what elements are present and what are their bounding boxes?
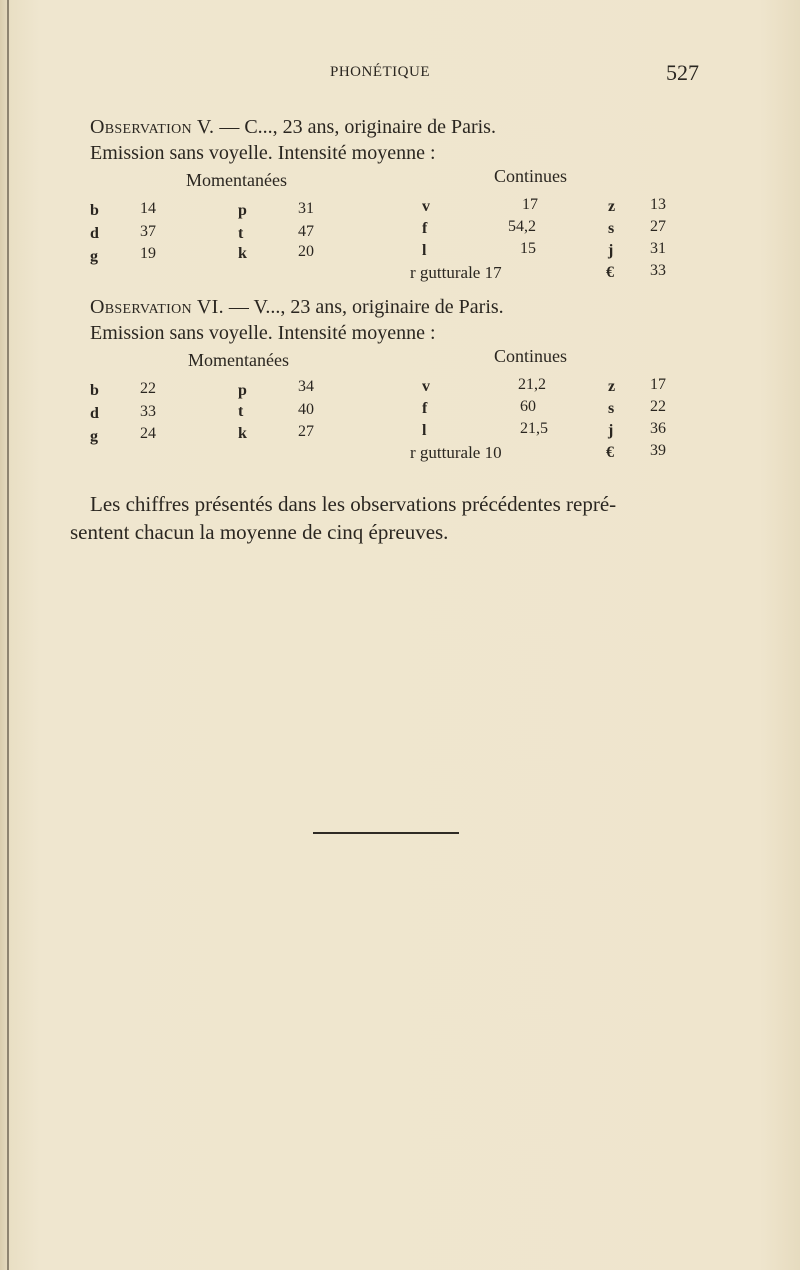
observation-6-label: Observation VI. (90, 296, 224, 318)
table-cell: p (238, 382, 247, 399)
table-cell: 22 (140, 380, 156, 397)
table-cell: 36 (650, 420, 666, 437)
observation-5-heading (90, 116, 496, 139)
observation-5-subject: — C..., 23 ans, originaire de Paris. (214, 116, 496, 138)
table-cell: r gutturale 10 (410, 443, 502, 462)
observation-6-continues-title: Continues (494, 346, 568, 366)
page-edge (7, 0, 9, 1270)
conclusion-paragraph (70, 490, 710, 546)
table-cell: g (90, 248, 98, 265)
table-cell: 19 (140, 245, 156, 262)
table-cell: 39 (650, 442, 666, 459)
table-cell: d (90, 405, 99, 422)
table-cell: 17 (522, 196, 538, 213)
table-cell: € (606, 444, 614, 461)
table-cell: € (606, 264, 614, 281)
table-cell: b (90, 202, 99, 219)
table-cell: 33 (650, 262, 666, 279)
table-cell: f (422, 220, 428, 237)
table-cell: v (422, 378, 430, 395)
table-cell: t (238, 225, 244, 242)
observation-6-momentanees-title: Momentanées (188, 350, 289, 370)
table-cell: 40 (298, 401, 314, 418)
table-cell: 21,5 (520, 420, 548, 437)
page-number: 527 (666, 60, 699, 85)
table-cell: r gutturale 17 (410, 263, 502, 282)
table-cell: t (238, 403, 244, 420)
table-cell: 54,2 (508, 218, 536, 235)
table-cell: v (422, 198, 430, 215)
table-cell: 24 (140, 425, 156, 442)
table-cell: g (90, 428, 98, 445)
table-cell: s (608, 400, 615, 417)
table-cell: l (422, 242, 427, 259)
observation-5-continues-title: Continues (494, 166, 568, 186)
table-cell: k (238, 245, 247, 262)
table-cell: 33 (140, 403, 156, 420)
table-cell: z (608, 378, 616, 395)
conclusion-line-1: Les chiffres présentés dans les observations précédentes repré- (90, 492, 617, 516)
observation-6-emission: Emission sans voyelle. Intensité moyenne : (90, 322, 436, 344)
table-cell: 60 (520, 398, 536, 415)
table-cell: 14 (140, 200, 156, 217)
running-head: PHONÉTIQUE (330, 64, 430, 80)
conclusion-line-2: sentent chacun la moyenne de cinq épreuves. (70, 520, 449, 544)
table-cell: 20 (298, 243, 314, 260)
observation-5-momentanees-title: Momentanées (186, 170, 287, 190)
observation-5-label: Observation V. (90, 116, 215, 138)
table-cell: z (608, 198, 616, 215)
table-cell: 17 (650, 376, 666, 393)
table-cell: 31 (650, 240, 666, 257)
table-cell: 21,2 (518, 376, 546, 393)
table-cell: 15 (520, 240, 536, 257)
observation-6-heading (90, 296, 504, 319)
table-cell: k (238, 425, 247, 442)
table-cell: 34 (298, 378, 314, 395)
table-cell: 13 (650, 196, 666, 213)
table-cell: j (608, 422, 614, 439)
table-cell: b (90, 382, 99, 399)
table-cell: j (608, 242, 614, 259)
observation-6-subject: — V..., 23 ans, originaire de Paris. (223, 296, 504, 318)
table-cell: 27 (650, 218, 666, 235)
table-cell: 31 (298, 200, 314, 217)
table-cell: d (90, 225, 99, 242)
observation-5-emission: Emission sans voyelle. Intensité moyenne : (90, 142, 436, 164)
table-cell: f (422, 400, 428, 417)
table-cell: l (422, 422, 427, 439)
table-cell: 22 (650, 398, 666, 415)
table-cell: s (608, 220, 615, 237)
table-cell: 47 (298, 223, 314, 240)
section-rule (313, 832, 459, 834)
table-cell: 37 (140, 223, 156, 240)
table-cell: 27 (298, 423, 314, 440)
table-cell: p (238, 202, 247, 219)
